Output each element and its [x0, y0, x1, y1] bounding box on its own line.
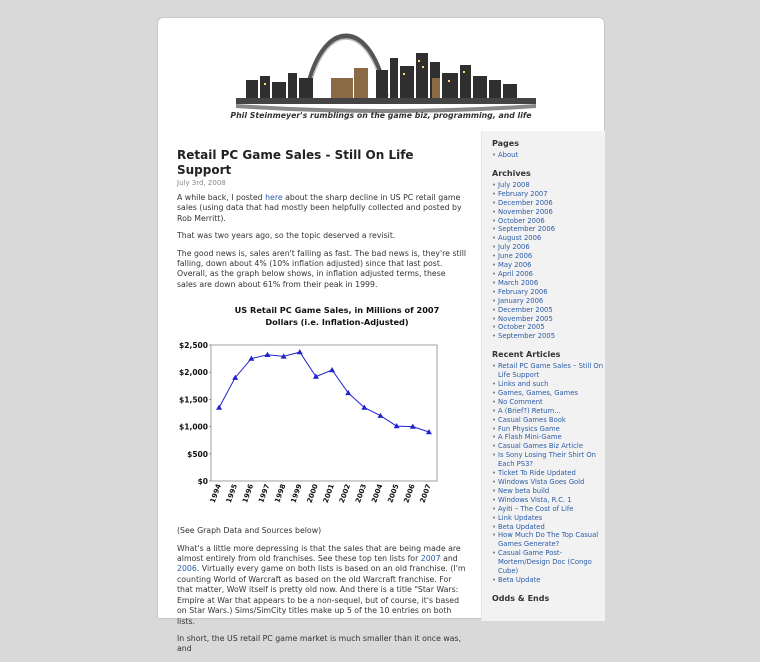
post-paragraph-6: In short, the US retail PC game market is much smaller than it once was, and	[177, 633, 462, 654]
x-tick-label: 2003	[354, 483, 369, 505]
x-axis	[209, 483, 433, 504]
archive-link[interactable]: • July 2006	[482, 243, 605, 252]
x-tick-label: 2007	[418, 483, 433, 505]
archive-link[interactable]: • June 2006	[482, 252, 605, 261]
blog-header[interactable]	[158, 18, 604, 130]
x-tick-label: 1995	[224, 483, 240, 505]
paragraph-text: A while back, I posted	[177, 193, 266, 202]
archive-link[interactable]: • October 2005	[482, 323, 605, 332]
y-tick-label: $1,000	[179, 422, 208, 432]
skyline-banner-image[interactable]	[236, 18, 536, 116]
recent-articles-list	[482, 362, 605, 585]
archive-link[interactable]: • February 2006	[482, 288, 605, 297]
recent-article-link[interactable]: • A (Brief?) Return...	[482, 407, 605, 416]
chart-subtitle: Dollars (i.e. Inflation-Adjusted)	[265, 317, 409, 328]
x-tick-label: 1997	[257, 483, 272, 505]
recent-article-link[interactable]: • How Much Do The Top Casual Games Generate?	[482, 531, 605, 549]
paragraph-text: about the sharp decline in US PC retail game sales (using data that had mostly been helpfully collected and posted by Rob Merritt).	[177, 193, 462, 223]
x-tick-label: 2001	[321, 483, 336, 505]
archives-list	[482, 181, 605, 341]
x-tick-label: 2002	[337, 483, 353, 505]
archive-link[interactable]: • October 2006	[482, 217, 605, 226]
x-tick-label: 2004	[370, 483, 385, 505]
archive-link[interactable]: • November 2006	[482, 208, 605, 217]
archive-link[interactable]: • December 2006	[482, 199, 605, 208]
y-axis	[179, 341, 211, 486]
post-paragraph-5	[177, 544, 467, 627]
sidebar-page-link[interactable]: • About	[482, 151, 605, 160]
recent-article-link[interactable]: • Casual Game Post-Mortem/Design Doc (Congo Cube)	[482, 549, 605, 576]
archives-heading: Archives	[492, 168, 531, 178]
y-tick-label: $2,500	[179, 341, 208, 351]
recent-article-link[interactable]: • Links and such	[482, 380, 605, 389]
x-tick-label: 2006	[402, 483, 417, 505]
archive-link[interactable]: • January 2006	[482, 297, 605, 306]
sales-line-chart	[177, 297, 467, 522]
archive-link[interactable]: • April 2006	[482, 270, 605, 279]
archive-link[interactable]: • November 2005	[482, 315, 605, 324]
chart-title: US Retail PC Game Sales, in Millions of 2007	[234, 305, 440, 316]
recent-article-link[interactable]: • Games, Games, Games	[482, 389, 605, 398]
x-tick-label: 1999	[289, 483, 304, 505]
recent-article-link[interactable]: • Ticket To Ride Updated	[482, 469, 605, 478]
recent-article-link[interactable]: • Beta Update	[482, 576, 605, 585]
recent-article-link[interactable]: • Casual Games Biz Article	[482, 442, 605, 451]
recent-article-link[interactable]: • Is Sony Losing Their Shirt On Each PS3?	[482, 451, 605, 469]
archive-link[interactable]: • August 2006	[482, 234, 605, 243]
paragraph-text: and	[440, 554, 458, 564]
archive-link[interactable]: • September 2006	[482, 225, 605, 234]
y-tick-label: $2,000	[179, 368, 208, 378]
plot-area	[211, 345, 437, 481]
post-paragraph-4: (See Graph Data and Sources below)	[177, 526, 322, 536]
recent-article-link[interactable]: • New beta build	[482, 487, 605, 496]
recent-article-link[interactable]: • Link Updates	[482, 514, 605, 523]
y-tick-label: $0	[197, 477, 208, 487]
x-tick-label: 1996	[241, 483, 256, 505]
blog-tagline: Phil Steinmeyer's rumblings on the game biz, programming, and life	[230, 111, 532, 120]
post-title[interactable]: Retail PC Game Sales - Still On Life Support	[177, 148, 414, 177]
post-paragraph-1	[177, 193, 467, 224]
x-tick-label: 1994	[208, 483, 223, 505]
archive-link[interactable]: • September 2005	[482, 332, 605, 341]
recent-article-link[interactable]: • Windows Vista Goes Gold	[482, 478, 605, 487]
x-tick-label: 1998	[273, 483, 288, 505]
y-tick-label: $500	[187, 450, 208, 460]
recent-article-link[interactable]: • No Comment	[482, 398, 605, 407]
archive-link[interactable]: • December 2005	[482, 306, 605, 315]
y-tick-label: $1,500	[179, 395, 208, 405]
paragraph-text: . Virtually every game on both lists is based on an old franchise. (I'm counting World of Warcraft as based on the old Warcraft franchise. For that matter, WoW itself is pretty old now. And there is a title "Star Wars: Empire at War that appears to be a non-sequel, but of course, it's based on Star Wars.) Sims/SimCity titles make up 5 of the 10 entries on both lists.	[177, 564, 466, 626]
here-link[interactable]: here	[265, 193, 283, 202]
sidebar	[481, 131, 605, 621]
post-date: July 3rd, 2008	[177, 179, 226, 187]
archive-link[interactable]: • March 2006	[482, 279, 605, 288]
recent-article-link[interactable]: • Beta Updated	[482, 523, 605, 532]
archive-link[interactable]: • May 2006	[482, 261, 605, 270]
post-paragraph-2: That was two years ago, so the topic deserved a revisit.	[177, 231, 396, 241]
recent-article-link[interactable]: • A Flash Mini-Game	[482, 433, 605, 442]
recent-article-link[interactable]: • Ayiti – The Cost of Life	[482, 505, 605, 514]
x-tick-label: 2005	[386, 483, 401, 505]
odds-ends-heading: Odds & Ends	[492, 593, 550, 603]
x-tick-label: 2000	[305, 483, 320, 505]
archive-link[interactable]: • July 2008	[482, 181, 605, 190]
paragraph-text: What's a little more depressing is that the sales that are being made are almost entirely from old franchises. See these top ten lists for	[177, 543, 461, 564]
recent-articles-heading: Recent Articles	[492, 350, 561, 360]
page-container	[157, 17, 605, 654]
pages-heading: Pages	[492, 139, 519, 148]
link-2007[interactable]: 2007	[420, 554, 441, 564]
recent-article-link[interactable]: • Retail PC Game Sales – Still On Life Support	[482, 362, 605, 380]
post-content	[177, 148, 467, 662]
recent-article-link[interactable]: • Fun Physics Game	[482, 425, 605, 434]
archive-link[interactable]: • February 2007	[482, 190, 605, 199]
post-paragraph-3: The good news is, sales aren't falling as fast. The bad news is, they're still falling, down about 4% (10% inflation adjusted) since that last post. Overall, as the graph below shows, in inflation adjusted terms, these sales are down about 61% from their peak in 1999.	[177, 248, 467, 289]
link-2006[interactable]: 2006	[177, 564, 197, 574]
recent-article-link[interactable]: • Casual Games Book	[482, 416, 605, 425]
recent-article-link[interactable]: • Windows Vista, R.C. 1	[482, 496, 605, 505]
pages-list	[482, 151, 605, 160]
